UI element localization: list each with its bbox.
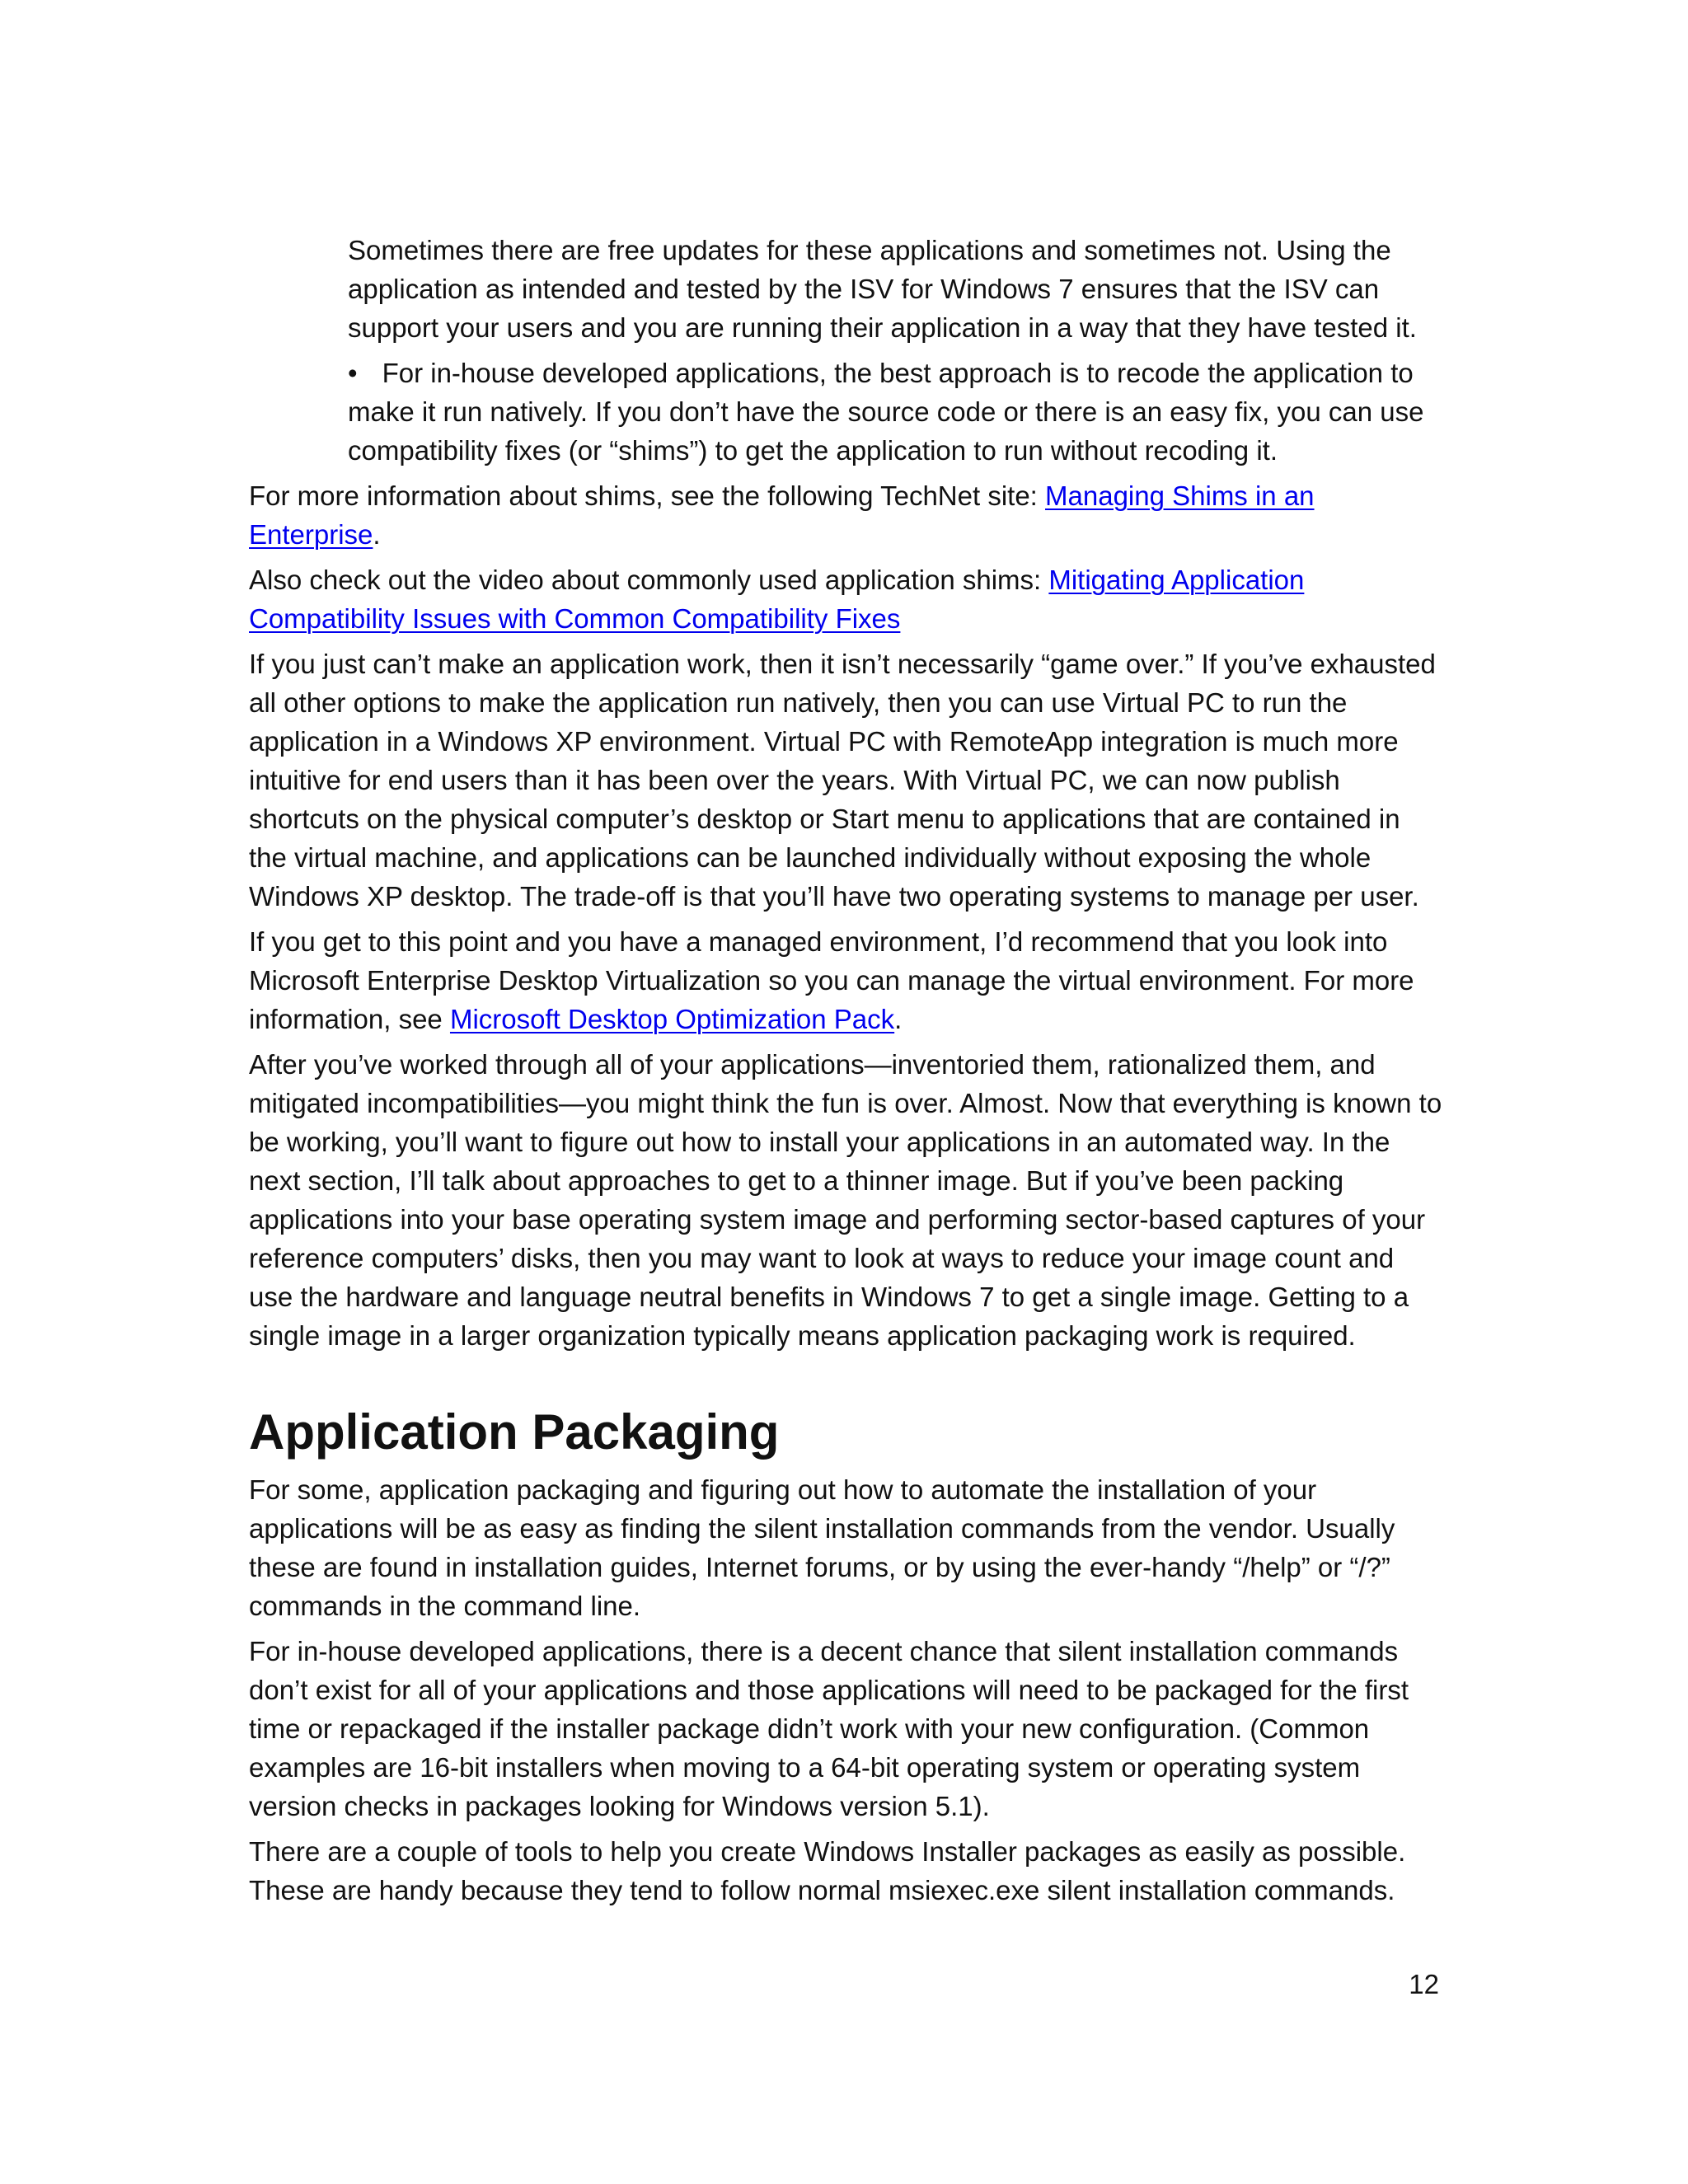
virtual-pc-paragraph: If you just can’t make an application work, then it isn’t necessarily “game over.” If you’ve exhausted all other options to make the application run natively, then you can use Virtual PC to run the application in a Windows XP environment. Virtual PC with RemoteApp integration is much more intuitive for end users than it has been over the years. With Virtual PC, we can now publish shortcuts on the physical computer’s desktop or Start menu to applications that are contained in the virtual machine, and applications can be launched individually without exposing the whole Windows XP desktop. The trade-off is that you’ll have two operating systems to manage per user. bbox=[249, 649, 1436, 912]
video-text: Also check out the video about commonly used application shims: bbox=[249, 565, 1049, 595]
mitigating-compatibility-link[interactable]: Mitigating Application Compatibility Issues with Common Compatibility Fixes bbox=[249, 565, 1305, 634]
packaging-paragraph-2: For in-house developed applications, there is a decent chance that silent installation commands don’t exist for all of your applications and those applications will need to be packaged for the first time or repackaged if the installer package didn’t work with your new configuration. (Common examples are 16-bit installers when moving to a 64-bit operating system or operating system version checks in packages looking for Windows version 5.1). bbox=[249, 1636, 1409, 1821]
page-content bbox=[249, 231, 1444, 1916]
med-v-text: If you get to this point and you have a managed environment, I’d recommend that you look into Microsoft Enterprise Desktop Virtualization so you can manage the virtual environment. For more information, see bbox=[249, 926, 1414, 1034]
page-number: 12 bbox=[1409, 1969, 1439, 1999]
med-v-paragraph bbox=[249, 922, 1444, 1038]
section-heading: Application Packaging bbox=[249, 1404, 780, 1460]
bullet-text: For in-house developed applications, the best approach is to recode the application to make it run natively. If you don’t have the source code or there is an easy fix, you can use compatibility fixes (or “shims”) to get the application to run without recoding it. bbox=[348, 358, 1424, 466]
continuation-paragraph: Sometimes there are free updates for these applications and sometimes not. Using the application as intended and tested by the ISV for Windows 7 ensures that the ISV can support your users and you are running their application in a way that they have tested it. bbox=[348, 235, 1417, 343]
bullet-item bbox=[348, 354, 1436, 470]
shims-after: . bbox=[373, 519, 381, 550]
video-paragraph bbox=[249, 560, 1444, 638]
bullet-icon: • bbox=[348, 358, 358, 388]
packaging-paragraph-3: There are a couple of tools to help you create Windows Installer packages as easily as possible. These are handy because they tend to follow normal msiexec.exe silent installation commands. bbox=[249, 1836, 1406, 1905]
packaging-paragraph-1: For some, application packaging and figuring out how to automate the installation of your applications will be as easy as finding the silent installation commands from the vendor. Usually these are found in installation guides, Internet forums, or by using the ever-handy “/help” or “/?” commands in the command line. bbox=[249, 1474, 1395, 1621]
mdop-link[interactable]: Microsoft Desktop Optimization Pack bbox=[449, 1004, 895, 1034]
shims-text: For more information about shims, see the following TechNet site: bbox=[249, 480, 1046, 511]
med-v-after: . bbox=[894, 1004, 903, 1034]
after-applications-paragraph: After you’ve worked through all of your applications—inventoried them, rationalized them, and mitigated incompatibilities—you might think the fun is over. Almost. Now that everything is known to be working, you’ll want to figure out how to install your applications in an automated way. In the next section, I’ll talk about approaches to get to a thinner image. But if you’ve been packing applications into your base operating system image and performing sector-based captures of your reference computers’ disks, then you may want to look at ways to reduce your image count and use the hardware and language neutral benefits in Windows 7 to get a single image. Getting to a single image in a larger organization typically means application packaging work is required. bbox=[249, 1049, 1442, 1351]
shims-paragraph bbox=[249, 476, 1444, 554]
managing-shims-link[interactable]: Managing Shims in an Enterprise bbox=[249, 480, 1315, 550]
